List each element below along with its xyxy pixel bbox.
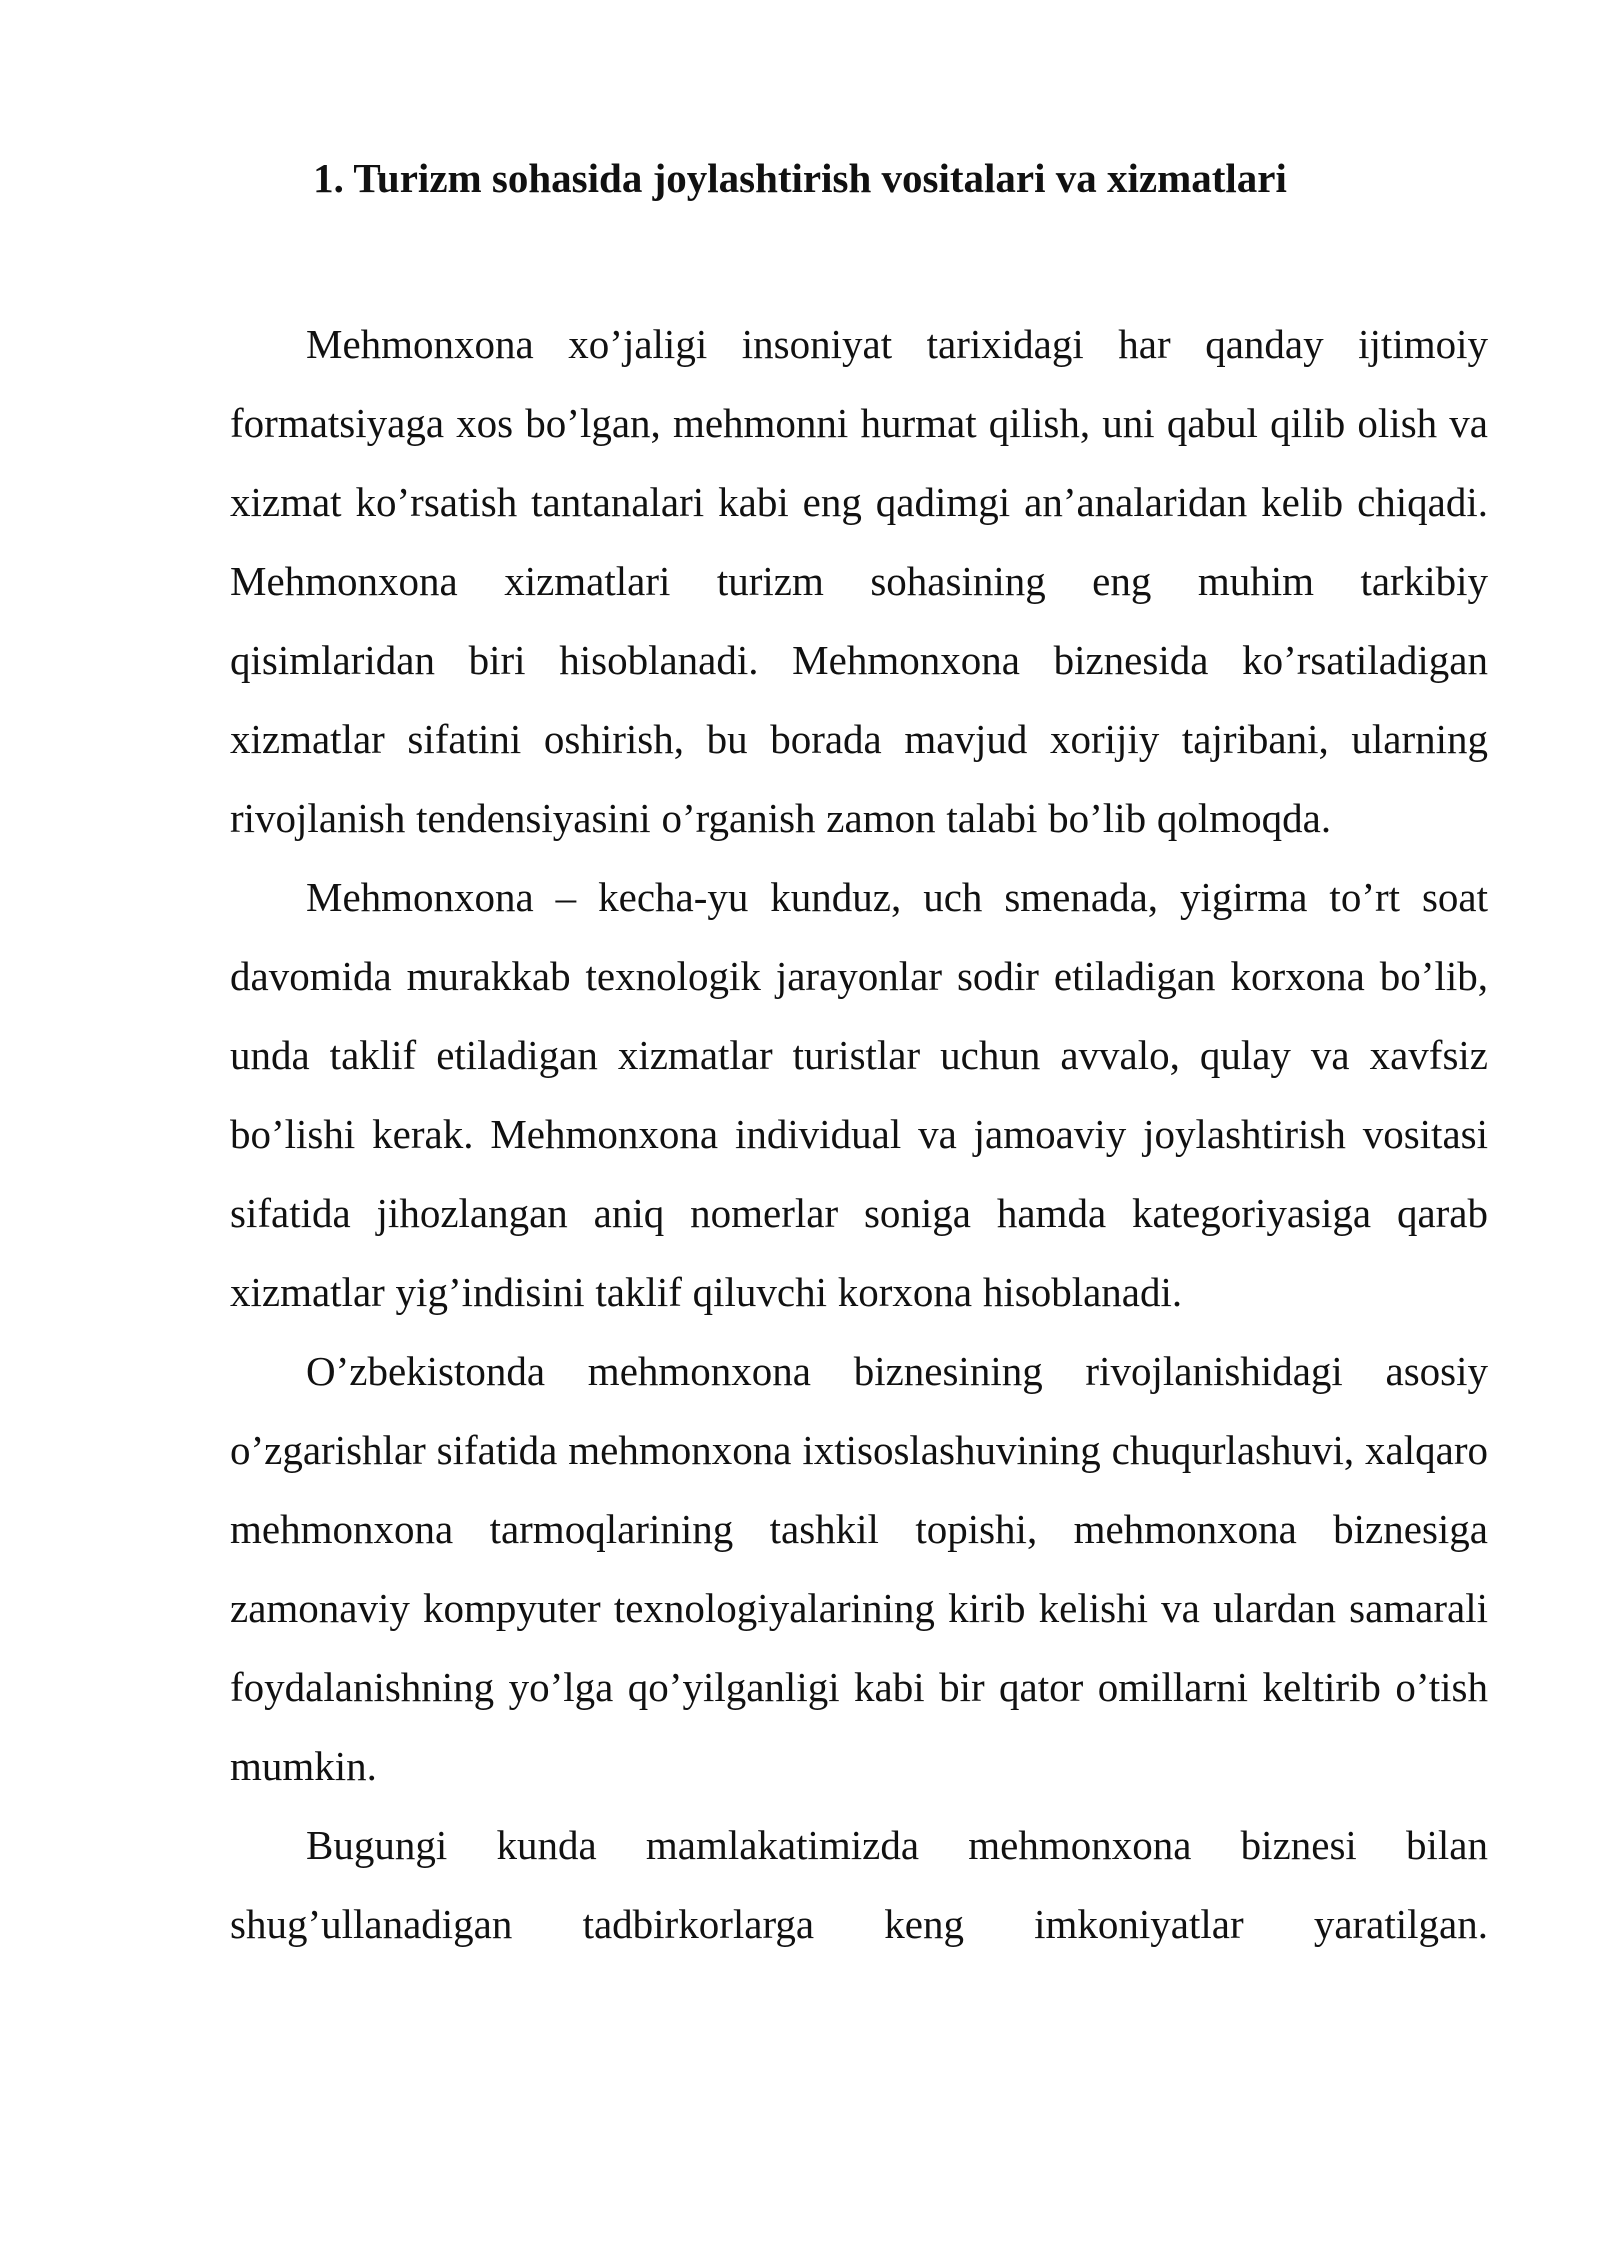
body-text — [230, 305, 1488, 1964]
paragraph-hotel-definition: Mehmonxona – kecha-yu kunduz, uch smenada, yigirma to’rt soat davomida murakkab texnologik jarayonlar sodir etiladigan korxona bo’lib, unda taklif etiladigan xizmatlar turistlar uchun avvalo, qulay va xavfsiz bo’lishi kerak. Mehmonxona individual va jamoaviy joylashtirish vositasi sifatida jihozlangan aniq nomerlar soniga hamda kategoriyasiga qarab xizmatlar yig’indisini taklif qiluvchi korxona hisoblanadi. — [230, 874, 1488, 1315]
section-title: 1. Turizm sohasida joylashtirish vositalari va xizmatlari — [313, 155, 1287, 201]
paragraph-uzbekistan-changes: O’zbekistonda mehmonxona biznesining rivojlanishidagi asosiy o’zgarishlar sifatida mehmonxona ixtisoslashuvining chuqurlashuvi, xalqaro mehmonxona tarmoqlarining tashkil topishi, mehmonxona biznesiga zamonaviy kompyuter texnologiyalarining kirib kelishi va ulardan samarali foydalanishning yo’lga qo’yilganligi kabi bir qator omillarni keltirib o’tish mumkin. — [230, 1348, 1488, 1789]
paragraph-current-opportunities: Bugungi kunda mamlakatimizda mehmonxona biznesi bilan shug’ullanadigan tadbirkorlarga keng imkoniyatlar yaratilgan. — [230, 1822, 1488, 1947]
paragraph-hotel-history: Mehmonxona xo’jaligi insoniyat tarixidagi har qanday ijtimoiy formatsiyaga xos bo’lgan, mehmonni hurmat qilish, uni qabul qilib olish va xizmat ko’rsatish tantanalari kabi eng qadimgi an’analaridan kelib chiqadi. Mehmonxona xizmatlari turizm sohasining eng muhim tarkibiy qisimlaridan biri hisoblanadi. Mehmonxona biznesida ko’rsatiladigan xizmatlar sifatini oshirish, bu borada mavjud xorijiy tajribani, ularning rivojlanish tendensiyasini o’rganish zamon talabi bo’lib qolmoqda. — [230, 321, 1488, 841]
